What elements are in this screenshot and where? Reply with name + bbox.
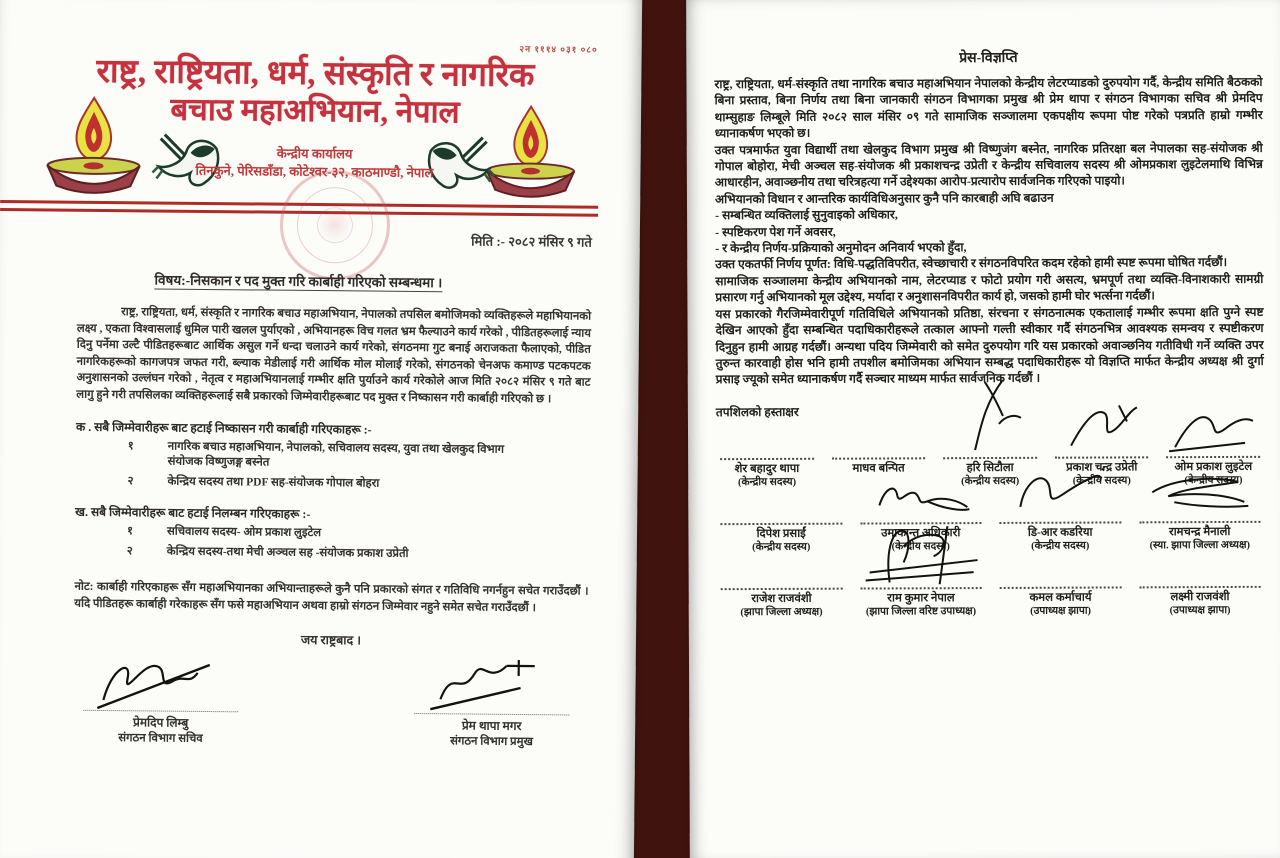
phone-number: २न १११४ ०३१ ०८० — [519, 43, 598, 55]
signatory-name: राजेश राजवंशी — [751, 592, 812, 606]
signature-grid-row — [717, 582, 1265, 619]
signature-dotted-line — [1167, 456, 1261, 458]
signatory-block — [73, 652, 249, 747]
signature-dotted-line — [832, 457, 926, 459]
paragraph: अभियानको विधान र आन्तरिक कार्यविधिअनुसार कुनै पनि कारबाही अघि बढाउन — [714, 190, 1054, 207]
signatory-block — [717, 584, 847, 620]
signatory-name: कमल कर्माचार्य — [1029, 591, 1092, 604]
signatory-role: (केन्द्रीय सदस्य) — [961, 476, 1020, 488]
signatory-role: (केन्द्रीय सदस्य) — [1031, 540, 1090, 552]
signature-row — [73, 652, 588, 750]
signatory-role: (झापा जिल्ला वरिष्ट उपाध्यक्ष) — [865, 606, 977, 618]
signature-ink — [865, 475, 975, 519]
paragraph: सामाजिक सञ्जालमा केन्द्रीय अभियानको नाम, लेटरप्याड र फोटो प्रयोग गरी असत्य, भ्रमपूर्ण तथा व्यक्ति-विनाशकारी सामग्री प्रसारण गर्नु अभियानको मूल उद्देश्य, मर्यादा र अनुशासनविपरीत कार्य हो, जसको हामी घोर भर्त्सना गर्दछौं। — [715, 271, 1264, 305]
closing-line: तपशिलको हस्ताक्षर — [715, 404, 799, 419]
section-removed-list — [75, 417, 590, 493]
press-release-title: प्रेस-विज्ञप्ति — [959, 50, 1018, 67]
signatory-name: शेर बहादुर थापा — [734, 462, 800, 476]
signatory-role: (केन्द्रीय सदस्य) — [737, 476, 797, 489]
signatory-role: (केन्द्रीय सदस्य) — [891, 541, 950, 553]
signatory-role: (झापा जिल्ला अध्यक्ष) — [740, 606, 823, 619]
press-release-page — [686, 0, 1280, 858]
org-address: तिनकुने, पेरिसडाँडा, कोटेश्वर-३२, काठमाण्डौ, नेपाल — [195, 162, 434, 181]
subject-line: विषय:-निसकान र पद मुक्त गरि कार्बाही गरिएको सम्बन्धमा । — [154, 272, 443, 291]
signatory-role: (केन्द्रीय सदस्य) — [1184, 475, 1243, 487]
signature-dotted-line — [720, 458, 814, 460]
paragraph: उक्त एकतर्फी निर्णय पूर्णत: विधि-पद्धतिविपरीत, स्वेच्छाचारी र संगठनविपरित कदम रहेको हामी स्पष्ट रूपमा घोषित गर्दछौं। — [715, 255, 1228, 272]
paragraph: उक्त पत्रमार्फत युवा विद्यार्थी तथा खेलकुद विभाग प्रमुख श्री विष्णुजंग बस्नेत, नागरिक प्रतिरक्षा बल नेपालका सह-संयोजक श्री गोपाल बोहोरा, मेची अञ्चल सह-संयोजक श्री प्रकाशचन्द्र उप्रेती र केन्द्रीय सचिवालय सदस्य श्री ओमप्रकाश लुइटेलमाथि विभिन्न आधारहीन, अवाञ्छनीय तथा चरित्रहत्या गर्ने उद्देश्यका आरोप-प्रत्यारोप सार्वजनिक गरिएको पाइयो। — [714, 140, 1263, 190]
signatory-role: (स्या. झापा जिल्ला अध्यक्ष) — [1149, 539, 1250, 552]
letter-body-column — [73, 304, 591, 750]
signature-dotted-line — [1139, 586, 1261, 589]
signatory-role: (उपाध्यक्ष झापा) — [1169, 605, 1231, 617]
signature-ink — [856, 522, 986, 593]
signature-grid-row — [716, 517, 1264, 554]
section-suspended-list — [75, 503, 590, 564]
paragraph: यस प्रकारको गैरजिम्मेवारीपूर्ण गतिविधिले अभियानको प्रतिष्ठा, संरचना र संगठनात्मक एकतालाई गम्भीर रूपमा क्षति पुग्ने स्पष्ट देखिन आएको हुँदा सम्बन्धित पदाधिकारीहरूले तत्काल आफ्नो गल्ती स्वीकार गर्दै संगठनभित्र आवश्यक समन्वय र स्पष्टीकरण दिनुहुन हामी आग्रह गर्दछौं। अन्यथा पदिय जिम्मेवारी को समेत दुरुपयोग गरि यस प्रकारको अवाञ्छनिय गतीविधी गर्ने व्यक्ति उपर तुरुन्त कारवाही होस भनि हामी तपशील बमोजिमका अभियान सम्बद्ध पदाधिकारीहरू यो विज्ञप्ति मार्फत केन्द्रीय अध्यक्ष श्री दुर्गा प्रसाइ ज्यूको समेत ध्यानाकर्षण गर्दै सञ्चार माध्यम मार्फत सार्वजनिक गर्दछौं । — [715, 304, 1264, 387]
signature-dotted-line — [1139, 521, 1261, 524]
signatory-name: लक्ष्मी राजवंशी — [1170, 591, 1230, 604]
signatory-block — [996, 583, 1126, 619]
signature-dotted-line — [720, 523, 842, 526]
signature-ink — [1056, 399, 1146, 453]
signature-dotted-line — [1000, 587, 1122, 590]
signatory-block — [995, 518, 1125, 554]
bullet-line: - स्पष्टिकरण पेश गर्ने अवसर, — [715, 224, 836, 239]
signature-dotted-line — [943, 457, 1037, 459]
signatory-name: ओम प्रकाश लुइटेल — [1174, 460, 1253, 474]
signatory-name: प्रेम थापा मगर — [461, 718, 522, 734]
signatory-block — [856, 583, 986, 619]
signatory-name: प्रेमदिप लिम्बु — [132, 715, 189, 730]
signature-ink — [945, 376, 1035, 454]
slogan-line: जय राष्ट्रबाद । — [300, 632, 362, 648]
signatory-name: रामचन्द्र मैनाली — [1168, 526, 1231, 539]
signature-dotted-line — [721, 588, 843, 591]
bullet-line: - र केन्द्रीय निर्णय-प्रक्रियाको अनुमोदन अनिवार्य भएको हुँदा, — [715, 240, 967, 256]
org-title-line2: बचाउ महाअभियान, नेपाल — [170, 91, 460, 130]
signature-ink — [1144, 472, 1254, 518]
note-paragraph: नोट: कार्बाही गरिएकाहरू सँग महाअभियानका अभियान्ताहरूले कुनै पनि प्रकारको संगत र गतिविधि नगर्नहुन सचेत गराउँदछौं । यदि पीडितहरू कार्बाही गरेकाहरू सँग फसे महाअभियान अथवा हाम्रो संगठन जिम्मेवार नहुने समेत सचेत गराउँदछौं । — [74, 580, 589, 615]
signature-ink — [1165, 403, 1261, 453]
signatory-block — [1135, 582, 1265, 618]
signature-dotted-line — [1055, 456, 1149, 458]
signatory-block — [716, 454, 818, 489]
signatory-name: हरि सिटौला — [966, 462, 1014, 475]
signatory-role: संगठन विभाग प्रमुख — [450, 735, 533, 749]
signatory-block — [1135, 517, 1265, 553]
central-office-label: केन्द्रीय कार्यालय — [276, 145, 353, 162]
signatory-block — [404, 655, 580, 750]
signatory-name: उमाकान्त अधिकारी — [881, 527, 961, 540]
letter-body: राष्ट्र, राष्ट्रियता, धर्म, संस्कृति र नागरिक बचाउ महाअभियान, नेपालको तपसिल बमोजिमको व्यक्तिहरूले महाभियानको लक्ष्य , एकता विश्वासलाई धुमिल पारी खलल पुर्याएको , अभियानहरू विच गलत भ्रम फैल्याउने कार्य गरेको , पीडितहरूलाई न्याय दिनु पर्नेमा उल्टै पीडितहरूबाट आर्थिक असुल गर्ने धन्दा चलाउने कार्य गरेको, संगठनमा गुट बनाई अराजकता फैलाएको, पीडित नागरिकहरूको कागजपत्र जफत गरी, ब्ल्याक मेडीलाई गरी आर्थिक मोल मोलाई गरेको, संगठनको चेनअफ कमाण्ड पटकपटक अनुशासनको उल्लंघन गरेको , नेतृत्व र महाअभियानलाई गम्भीर क्षति पुर्याउने कार्य गरेकोले आज मिति २०८२ मंसिर ९ गते बाट लागु हुने गरी तपसिलका व्यक्तिहरूलाई सबै प्रकारको जिम्मेवारीहरूबाट पद मुक्त र निष्कासन गरी कार्बाही गरिएको छ । — [76, 306, 592, 406]
signature-ink — [1010, 463, 1110, 519]
paragraph: राष्ट्र, राष्ट्रियता, धर्म-संस्कृति तथा नागरिक बचाउ महाअभियान नेपालको केन्द्रीय लेटरप्याडको दुरुपयोग गर्दै, केन्द्रीय समिति बैठकको बिना प्रस्ताव, बिना निर्णय तथा बिना जानकारी संगठन विभागका प्रमुख श्री प्रेम थापा र संगठन विभागका सचिव श्री प्रेमदिप थाम्सुहाङ लिम्बूले मिति २०८२ साल मंसिर ०९ गते सामाजिक सञ्जालमा एकपक्षीय रूपमा पोष्ट गरेको पत्रप्रति हाम्रो गम्भीर ध्यानाकर्षण भएको छ। — [714, 74, 1263, 141]
signatory-role: (केन्द्रीय सदस्य) — [752, 541, 811, 554]
signatory-name: प्रकाश चन्द्र उप्रेती — [1066, 461, 1138, 474]
signature-dotted-line — [999, 522, 1121, 525]
section-b-header: ख. सबै जिम्मेवारीहरू बाट हटाई निलम्बन गरिएकाहरू :- — [75, 504, 311, 522]
signatory-name: डि-आर कडरिया — [1027, 526, 1093, 539]
signatory-role: (उपाध्यक्ष झापा) — [1030, 605, 1092, 617]
org-title-line1: राष्ट्र, राष्ट्रियता, धर्म, संस्कृति र नागरिक — [96, 53, 535, 95]
signature-ink — [91, 650, 232, 713]
list-item: १ सचिवालय सदस्य- ओम प्रकाश लुइटेल — [126, 525, 322, 540]
list-item: २ केन्द्रिय सदस्य तथा PDF सह-संयोजक गोपाल बोहरा — [127, 474, 380, 490]
bullet-line: - सम्बन्धित व्यक्तिलाई सुनुवाइको अधिकार, — [715, 207, 898, 223]
section-a-header: क . सबै जिम्मेवारीहरू बाट हटाई निष्कासन गरी कार्बाही गरिएकाहरू :- — [75, 419, 372, 437]
signatory-block — [716, 519, 846, 555]
signatory-name: राम कुमार नेपाल — [887, 592, 955, 605]
date-line: मिति :- २०८२ मंसिर ९ गते — [471, 233, 592, 250]
round-stamp — [279, 170, 390, 281]
signature-ink — [422, 653, 553, 716]
list-item: २ केन्द्रिय सदस्य-तथा मेची अञ्चल सह -संयोजक प्रकाश उप्रेती — [126, 544, 409, 560]
list-item: १ नागरिक बचाउ महाअभियान, नेपालको, सचिवालय सदस्य, युवा तथा खेलकुद विभाग संयोजक विष्णुजङ्ग बस्नेत — [127, 439, 505, 469]
signatory-role: संगठन विभाग सचिव — [118, 732, 203, 746]
signatory-name: माधव बन्पित — [852, 462, 905, 475]
signatory-role: (केन्द्रीय सदस्य) — [1072, 475, 1131, 487]
signatory-name: दिपेश प्रसाईं — [756, 527, 806, 541]
